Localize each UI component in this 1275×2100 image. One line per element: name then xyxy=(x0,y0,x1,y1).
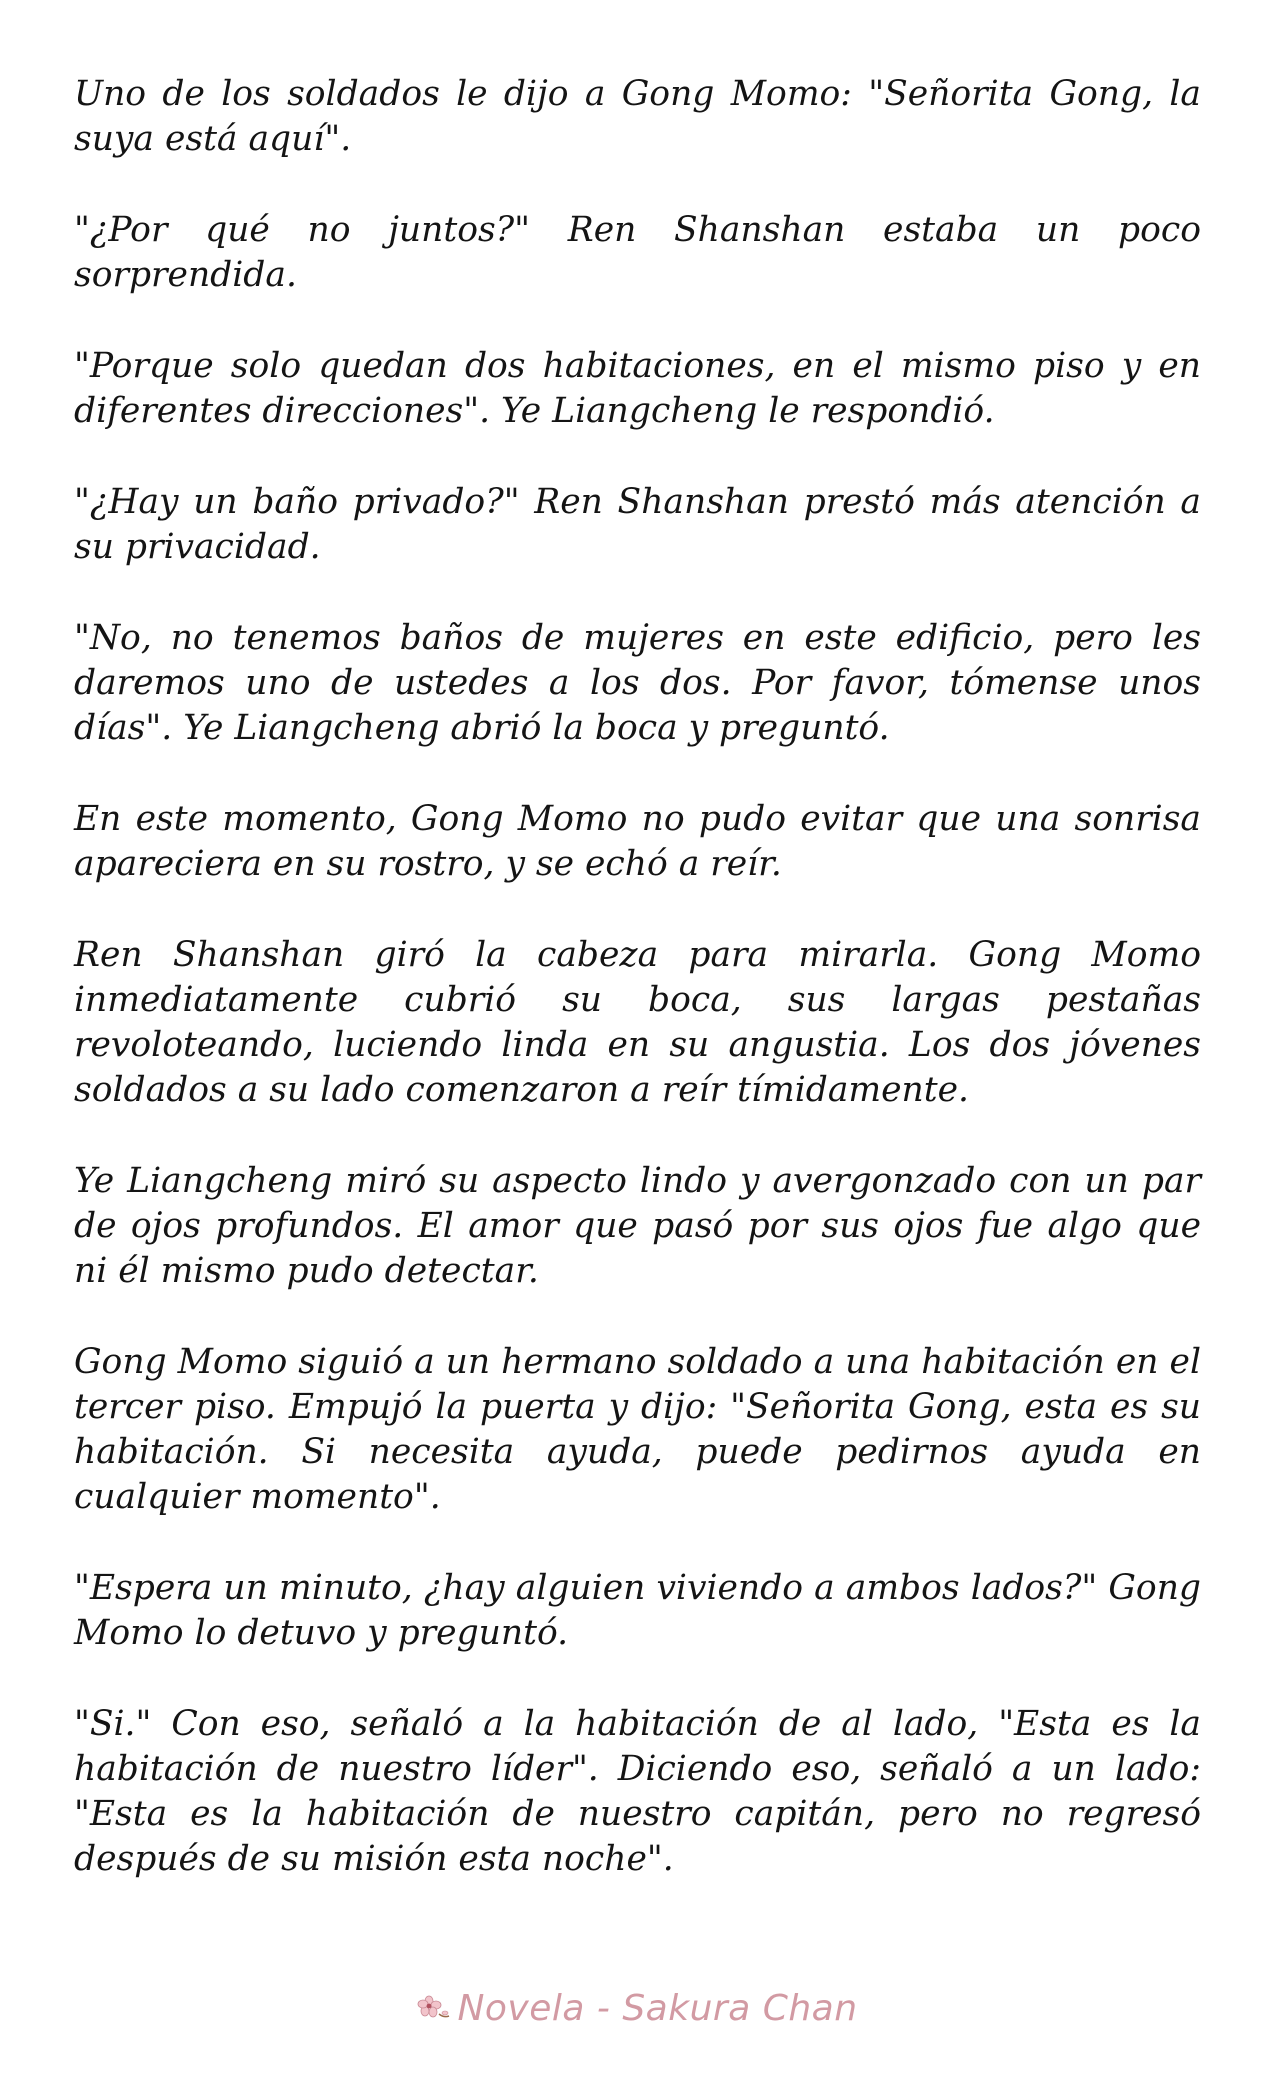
paragraph-8: Ye Liangcheng miró su aspecto lindo y avergonzado con un par de ojos profundos. El amor que pasó por sus ojos fue algo que ni él mismo pudo detectar. xyxy=(74,1161,1201,1291)
paragraph-5: "No, no tenemos baños de mujeres en este edificio, pero les daremos uno de ustedes a los dos. Por favor, tómense unos días". Ye Liangcheng abrió la boca y preguntó. xyxy=(74,618,1201,748)
paragraph-1: Uno de los soldados le dijo a Gong Momo: "Señorita Gong, la suya está aquí". xyxy=(74,74,1201,159)
paragraph-9: Gong Momo siguió a un hermano soldado a una habitación en el tercer piso. Empujó la puerta y dijo: "Señorita Gong, esta es su habitación. Si necesita ayuda, puede pedirnos ayuda en cualquier momento". xyxy=(74,1342,1201,1517)
paragraph-11: "Si." Con eso, señaló a la habitación de al lado, "Esta es la habitación de nuestro líder". Diciendo eso, señaló a un lado: "Esta es la habitación de nuestro capitán, pero no regresó después de su misión esta noche". xyxy=(74,1704,1201,1879)
paragraph-4: "¿Hay un baño privado?" Ren Shanshan prestó más atención a su privacidad. xyxy=(74,482,1201,567)
paragraph-3: "Porque solo quedan dos habitaciones, en el mismo piso y en diferentes direcciones". Ye Liangcheng le respondió. xyxy=(74,346,1201,431)
watermark-text: Novela - Sakura Chan xyxy=(457,1988,858,2029)
paragraph-6: En este momento, Gong Momo no pudo evitar que una sonrisa apareciera en su rostro, y se echó a reír. xyxy=(74,799,1201,884)
paragraph-2: "¿Por qué no juntos?" Ren Shanshan estaba un poco sorprendida. xyxy=(74,210,1201,295)
watermark-footer xyxy=(0,1988,1275,2029)
document-body xyxy=(74,72,1201,1928)
sakura-flower-icon xyxy=(417,1992,451,2022)
paragraph-7: Ren Shanshan giró la cabeza para mirarla. Gong Momo inmediatamente cubrió su boca, sus largas pestañas revoloteando, luciendo linda en su angustia. Los dos jóvenes soldados a su lado comenzaron a reír tímidamente. xyxy=(74,935,1201,1110)
paragraph-10: "Espera un minuto, ¿hay alguien viviendo a ambos lados?" Gong Momo lo detuvo y preguntó. xyxy=(74,1568,1201,1653)
